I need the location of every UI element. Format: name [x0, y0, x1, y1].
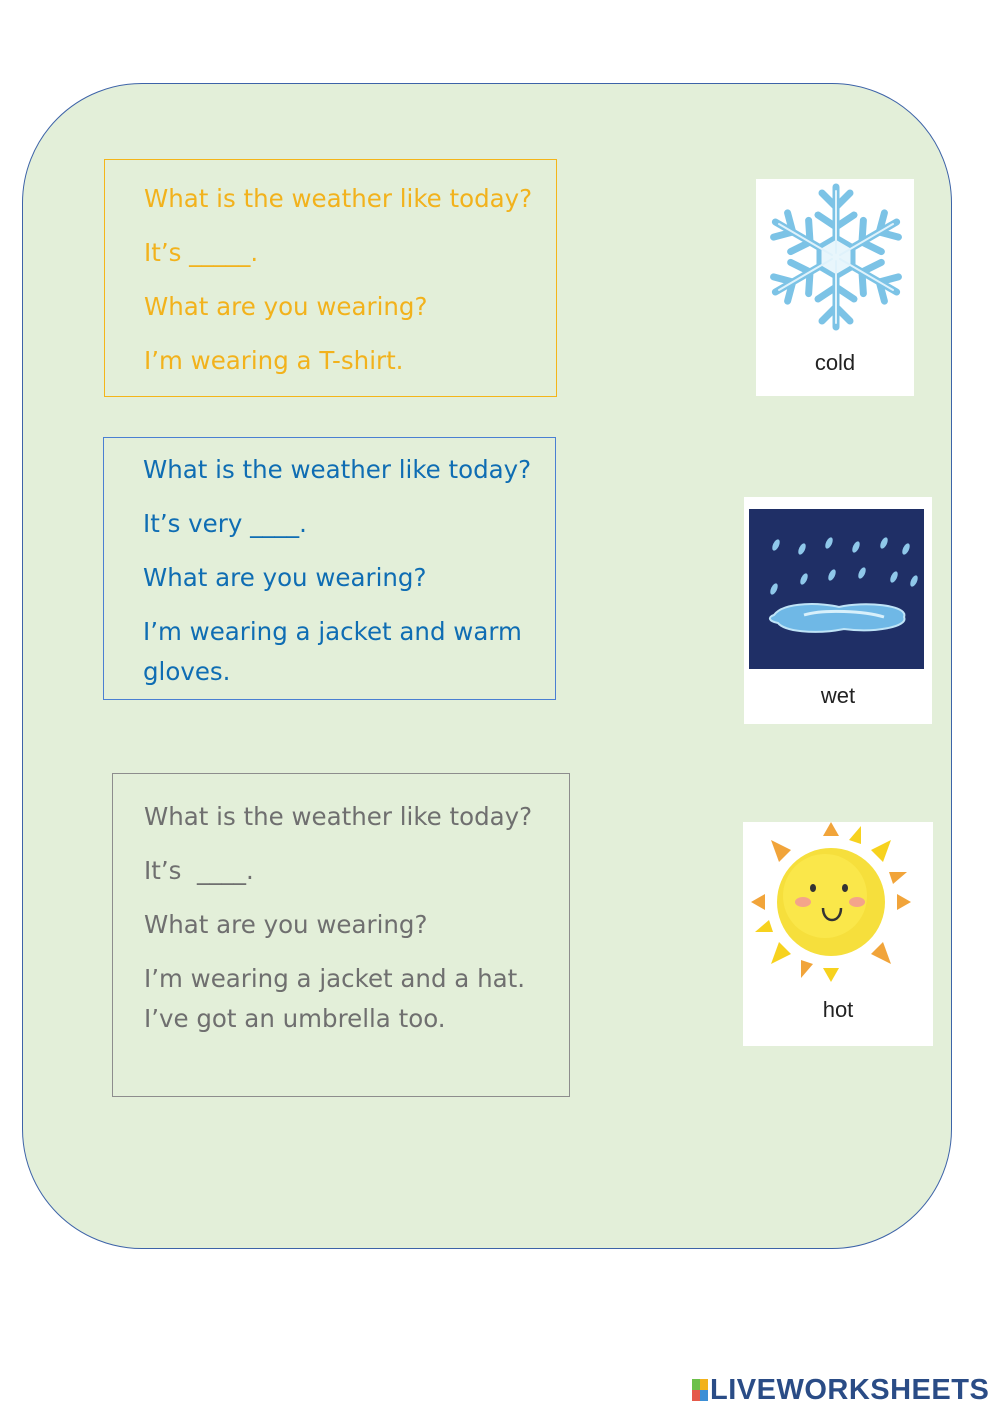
dialogue-card-1	[104, 159, 557, 397]
answer-weather-blank: It’s _____.	[144, 238, 259, 267]
answer-wearing: I’m wearing a T-shirt.	[144, 346, 404, 375]
question-weather: What is the weather like today?	[144, 802, 533, 831]
answer-weather-blank: It’s ____.	[144, 856, 254, 885]
picture-cold	[756, 179, 914, 396]
logo-mark-icon	[692, 1379, 708, 1401]
question-wearing: What are you wearing?	[143, 563, 427, 592]
rain-icon	[744, 497, 932, 677]
sun-icon	[743, 822, 933, 992]
question-weather: What is the weather like today?	[144, 184, 533, 213]
answer-weather-blank: It’s very ____.	[143, 509, 307, 538]
dialogue-card-3	[112, 773, 570, 1097]
answer-wearing-line1: I’m wearing a jacket and warm	[143, 617, 522, 646]
answer-wearing-line2: I’ve got an umbrella too.	[144, 1004, 446, 1033]
question-weather: What is the weather like today?	[143, 455, 532, 484]
picture-label: wet	[820, 683, 856, 708]
picture-wet	[744, 497, 932, 724]
picture-label: cold	[814, 350, 856, 375]
answer-wearing-line2: gloves.	[143, 657, 231, 686]
dialogue-card-2	[103, 437, 556, 700]
question-wearing: What are you wearing?	[144, 910, 428, 939]
liveworksheets-logo	[692, 1375, 989, 1405]
picture-hot	[743, 822, 933, 1046]
picture-label: hot	[822, 997, 854, 1022]
question-wearing: What are you wearing?	[144, 292, 428, 321]
snowflake-icon	[756, 179, 914, 349]
answer-wearing-line1: I’m wearing a jacket and a hat.	[144, 964, 526, 993]
logo-text: LIVEWORKSHEETS	[710, 1373, 990, 1406]
